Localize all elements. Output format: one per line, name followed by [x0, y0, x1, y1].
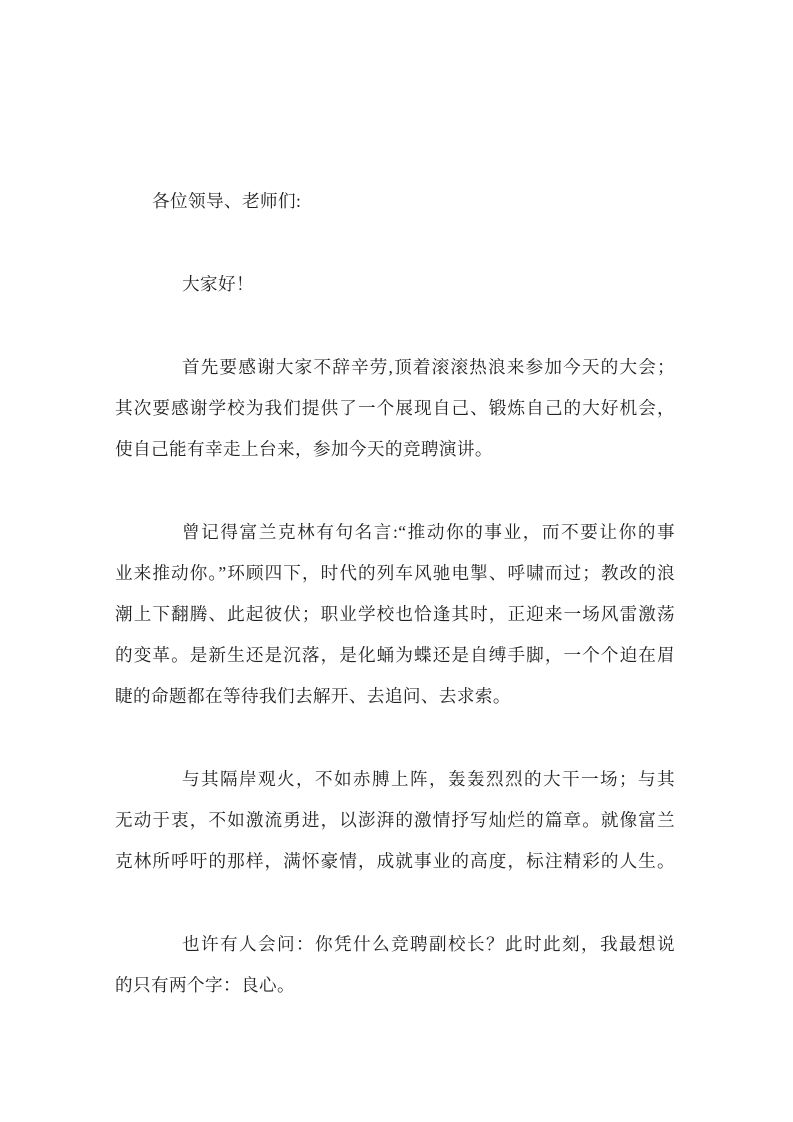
- paragraph2-line1: 曾记得富兰克林有句名言:“推动你的事业，而不要让你的事: [182, 522, 675, 542]
- paragraph1-line2: 其次要感谢学校为我们提供了一个展现自己、锻炼自己的大好机会，: [115, 398, 675, 418]
- paragraph2-line2: 业来推动你。”环顾四下，时代的列车风驰电掣、呼啸而过；教改的浪: [115, 563, 675, 583]
- paragraph2-line5: 睫的命题都在等待我们去解开、去追问、去求索。: [115, 686, 511, 706]
- paragraph4-line2: 的只有两个字：良心。: [115, 975, 295, 995]
- paragraph2-line4: 的变革。是新生还是沉落，是化蛹为蝶还是自缚手脚，一个个迫在眉: [115, 645, 675, 665]
- paragraph1-line3: 使自己能有幸走上台来，参加今天的竞聘演讲。: [115, 439, 493, 459]
- paragraph3-line2: 无动于衷，不如激流勇进，以澎湃的激情抒写灿烂的篇章。就像富兰: [115, 810, 675, 830]
- salutation-line: 各位领导、老师们:: [152, 191, 302, 211]
- greeting-line: 大家好！: [182, 274, 254, 294]
- paragraph4-line1: 也许有人会问：你凭什么竞聘副校长？此时此刻，我最想说: [182, 934, 675, 954]
- speech-text-block: [115, 181, 675, 1006]
- paragraph3-line1: 与其隔岸观火，不如赤膊上阵，轰轰烈烈的大干一场；与其: [182, 769, 675, 789]
- paragraph2-line3: 潮上下翻腾、此起彼伏；职业学校也恰逢其时，正迎来一场风雷激荡: [115, 604, 675, 624]
- paragraph1-line1: 首先要感谢大家不辞辛劳,顶着滚滚热浪来参加今天的大会；: [182, 357, 675, 377]
- paragraph3-line3: 克林所呼吁的那样，满怀豪情，成就事业的高度，标注精彩的人生。: [115, 851, 675, 871]
